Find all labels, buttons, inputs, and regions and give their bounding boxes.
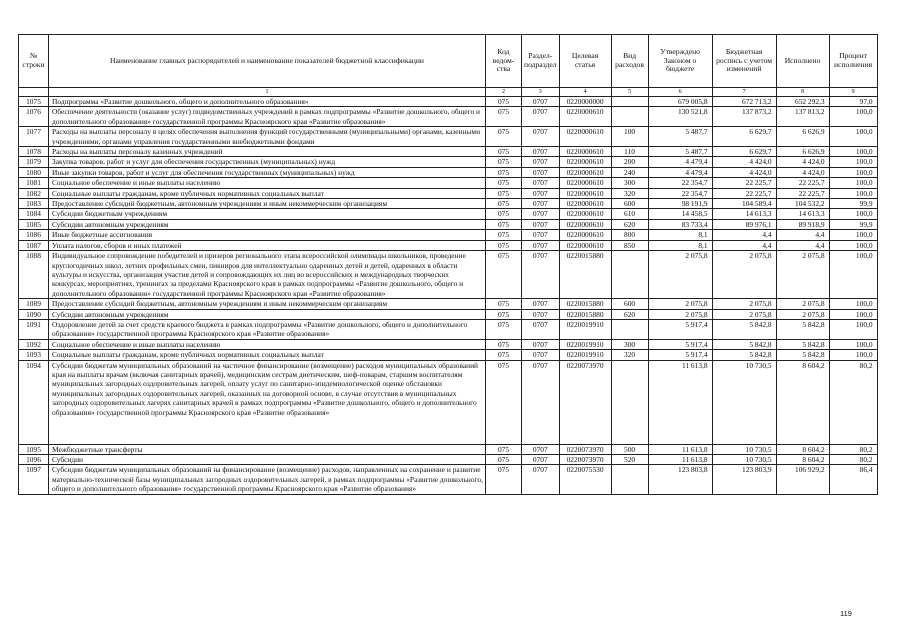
approved-amount: 679 005,8 — [648, 97, 712, 107]
target-item-code: 0220000610 — [559, 230, 611, 240]
column-number: 5 — [611, 88, 648, 97]
executed-amount: 5 842,8 — [776, 319, 829, 339]
table-row — [19, 360, 878, 444]
row-number: 1090 — [19, 309, 49, 319]
department-code: 075 — [486, 251, 522, 299]
execution-percent: 80,2 — [829, 444, 877, 454]
column-number — [19, 88, 49, 97]
target-item-code: 0220019910 — [559, 350, 611, 360]
row-number: 1080 — [19, 167, 49, 177]
column-number: 6 — [648, 88, 712, 97]
header-approved: Утверждено Законом о бюджете — [648, 35, 712, 88]
execution-percent: 97,0 — [829, 97, 877, 107]
column-number: 4 — [559, 88, 611, 97]
execution-percent: 100,0 — [829, 240, 877, 250]
executed-amount: 104 532,2 — [776, 199, 829, 209]
department-code: 075 — [486, 188, 522, 198]
table-row — [19, 299, 878, 309]
row-name: Социальное обеспечение и иные выплаты населению — [49, 178, 486, 188]
executed-amount: 8 604,2 — [776, 444, 829, 454]
executed-amount: 4 424,0 — [776, 167, 829, 177]
table-row — [19, 147, 878, 157]
row-number: 1081 — [19, 178, 49, 188]
execution-percent: 80,2 — [829, 454, 877, 464]
section-code: 0707 — [522, 178, 560, 188]
table-header-row — [19, 35, 878, 88]
row-number: 1086 — [19, 230, 49, 240]
execution-percent: 100,0 — [829, 157, 877, 167]
target-item-code: 0220015880 — [559, 309, 611, 319]
expense-type-code: 520 — [611, 454, 648, 464]
target-item-code: 0220000610 — [559, 157, 611, 167]
target-item-code: 0220000610 — [559, 240, 611, 250]
planned-amount: 10 730,5 — [712, 360, 776, 444]
row-name: Подпрограмма «Развитие дошкольного, общего и дополнительного образования» — [49, 97, 486, 107]
row-name: Субсидии автономным учреждениям — [49, 309, 486, 319]
table-row — [19, 167, 878, 177]
execution-percent: 80,2 — [829, 360, 877, 444]
expense-type-code — [611, 97, 648, 107]
row-name: Предоставление субсидий бюджетным, автономным учреждениям и иным некоммерческим организациям — [49, 299, 486, 309]
column-number: 2 — [486, 88, 522, 97]
execution-percent: 100,0 — [829, 167, 877, 177]
expense-type-code — [611, 251, 648, 299]
department-code: 075 — [486, 178, 522, 188]
executed-amount: 2 075,8 — [776, 251, 829, 299]
expense-type-code: 110 — [611, 147, 648, 157]
planned-amount: 6 629,7 — [712, 127, 776, 147]
row-number: 1082 — [19, 188, 49, 198]
section-code: 0707 — [522, 465, 560, 494]
target-item-code: 0220075530 — [559, 465, 611, 494]
row-name: Социальные выплаты гражданам, кроме публичных нормативных социальных выплат — [49, 188, 486, 198]
row-number: 1088 — [19, 251, 49, 299]
row-number: 1084 — [19, 209, 49, 219]
row-number: 1085 — [19, 219, 49, 229]
execution-percent: 100,0 — [829, 251, 877, 299]
row-name: Субсидии бюджетам муниципальных образований на финансирование (возмещение) расходов, направленных на сохранение и развитие материально-технической базы муниципальных загородных оздоровительных лагерей, в рамках подпрограммы «Развитие дошкольного, общего и дополнительного образования» государственной программы Красноярского края «Развитие образования» — [49, 465, 486, 494]
executed-amount: 4 424,0 — [776, 157, 829, 167]
section-code: 0707 — [522, 360, 560, 444]
row-name: Иные бюджетные ассигнования — [49, 230, 486, 240]
target-item-code: 0220019910 — [559, 319, 611, 339]
target-item-code: 0220000610 — [559, 167, 611, 177]
target-item-code: 0220000610 — [559, 178, 611, 188]
department-code: 075 — [486, 107, 522, 127]
header-planned: Бюджетная роспись с учетом изменений — [712, 35, 776, 88]
expense-type-code: 100 — [611, 127, 648, 147]
executed-amount: 22 225,7 — [776, 188, 829, 198]
executed-amount: 2 075,8 — [776, 309, 829, 319]
column-number: 3 — [522, 88, 560, 97]
execution-percent: 100,0 — [829, 309, 877, 319]
approved-amount: 4 479,4 — [648, 157, 712, 167]
expense-type-code: 800 — [611, 230, 648, 240]
row-name: Социальное обеспечение и иные выплаты населению — [49, 339, 486, 349]
planned-amount: 6 629,7 — [712, 147, 776, 157]
planned-amount: 4 424,0 — [712, 167, 776, 177]
row-name: Уплата налогов, сборов и иных платежей — [49, 240, 486, 250]
executed-amount: 89 918,9 — [776, 219, 829, 229]
header-department-code: Код ведом-ства — [486, 35, 522, 88]
approved-amount: 5 487,7 — [648, 147, 712, 157]
row-number: 1089 — [19, 299, 49, 309]
executed-amount: 106 929,2 — [776, 465, 829, 494]
department-code: 075 — [486, 219, 522, 229]
approved-amount: 130 521,8 — [648, 107, 712, 127]
row-name: Расходы на выплаты персоналу в целях обеспечения выполнения функций государственными (муниципальными) органами, казенными учреждениями, органами управления государственными внебюджетными фондами — [49, 127, 486, 147]
execution-percent: 86,4 — [829, 465, 877, 494]
approved-amount: 2 075,8 — [648, 251, 712, 299]
approved-amount: 11 613,8 — [648, 360, 712, 444]
execution-percent: 100,0 — [829, 209, 877, 219]
department-code: 075 — [486, 350, 522, 360]
execution-percent: 100,0 — [829, 147, 877, 157]
section-code: 0707 — [522, 188, 560, 198]
row-number: 1095 — [19, 444, 49, 454]
table-row — [19, 240, 878, 250]
expense-type-code: 610 — [611, 209, 648, 219]
approved-amount: 22 354,7 — [648, 178, 712, 188]
planned-amount: 22 225,7 — [712, 178, 776, 188]
expense-type-code: 320 — [611, 350, 648, 360]
planned-amount: 2 075,8 — [712, 251, 776, 299]
table-row — [19, 309, 878, 319]
table-body — [19, 97, 878, 495]
planned-amount: 5 842,8 — [712, 319, 776, 339]
row-number: 1087 — [19, 240, 49, 250]
department-code: 075 — [486, 339, 522, 349]
row-number: 1093 — [19, 350, 49, 360]
executed-amount: 4,4 — [776, 230, 829, 240]
execution-percent: 100,0 — [829, 299, 877, 309]
expense-type-code — [611, 319, 648, 339]
planned-amount: 22 225,7 — [712, 188, 776, 198]
execution-percent: 100,0 — [829, 107, 877, 127]
approved-amount: 11 613,8 — [648, 444, 712, 454]
column-number: 9 — [829, 88, 877, 97]
planned-amount: 10 730,5 — [712, 444, 776, 454]
department-code: 075 — [486, 127, 522, 147]
executed-amount: 2 075,8 — [776, 299, 829, 309]
row-name: Иные закупки товаров, работ и услуг для обеспечения государственных (муниципальных) нужд — [49, 167, 486, 177]
approved-amount: 5 487,7 — [648, 127, 712, 147]
department-code: 075 — [486, 454, 522, 464]
department-code: 075 — [486, 319, 522, 339]
page-number: 119 — [840, 609, 852, 618]
column-number: 8 — [776, 88, 829, 97]
department-code: 075 — [486, 97, 522, 107]
expense-type-code — [611, 465, 648, 494]
table-row — [19, 230, 878, 240]
planned-amount: 4 424,0 — [712, 157, 776, 167]
planned-amount: 4,4 — [712, 240, 776, 250]
row-name: Закупка товаров, работ и услуг для обеспечения государственных (муниципальных) нужд — [49, 157, 486, 167]
planned-amount: 123 803,9 — [712, 465, 776, 494]
table-row — [19, 209, 878, 219]
row-name: Субсидии — [49, 454, 486, 464]
row-name: Межбюджетные трансферты — [49, 444, 486, 454]
header-target-item: Целевая статья — [559, 35, 611, 88]
expense-type-code: 500 — [611, 444, 648, 454]
table-row — [19, 157, 878, 167]
approved-amount: 22 354,7 — [648, 188, 712, 198]
table-row — [19, 319, 878, 339]
department-code: 075 — [486, 309, 522, 319]
expense-type-code — [611, 107, 648, 127]
target-item-code: 0220073970 — [559, 454, 611, 464]
target-item-code: 0220000610 — [559, 209, 611, 219]
execution-percent: 100,0 — [829, 350, 877, 360]
executed-amount: 4,4 — [776, 240, 829, 250]
row-number: 1096 — [19, 454, 49, 464]
header-percent: Процент исполнения — [829, 35, 877, 88]
planned-amount: 104 589,4 — [712, 199, 776, 209]
row-number: 1078 — [19, 147, 49, 157]
approved-amount: 5 917,4 — [648, 319, 712, 339]
approved-amount: 5 917,4 — [648, 350, 712, 360]
planned-amount: 14 613,3 — [712, 209, 776, 219]
table-row — [19, 251, 878, 299]
target-item-code: 0220000000 — [559, 97, 611, 107]
target-item-code: 0220000610 — [559, 219, 611, 229]
department-code: 075 — [486, 147, 522, 157]
expense-type-code: 620 — [611, 219, 648, 229]
section-code: 0707 — [522, 199, 560, 209]
section-code: 0707 — [522, 127, 560, 147]
executed-amount: 6 626,9 — [776, 147, 829, 157]
target-item-code: 0220000610 — [559, 127, 611, 147]
expense-type-code: 300 — [611, 178, 648, 188]
row-number: 1097 — [19, 465, 49, 494]
section-code: 0707 — [522, 350, 560, 360]
table-row — [19, 339, 878, 349]
target-item-code: 0220015880 — [559, 251, 611, 299]
executed-amount: 5 842,8 — [776, 339, 829, 349]
expense-type-code: 320 — [611, 188, 648, 198]
approved-amount: 98 191,9 — [648, 199, 712, 209]
approved-amount: 2 075,8 — [648, 299, 712, 309]
row-name: Предоставление субсидий бюджетным, автономным учреждениям и иным некоммерческим организациям — [49, 199, 486, 209]
table-row — [19, 454, 878, 464]
expense-type-code: 600 — [611, 199, 648, 209]
planned-amount: 2 075,8 — [712, 299, 776, 309]
section-code: 0707 — [522, 167, 560, 177]
executed-amount: 137 813,2 — [776, 107, 829, 127]
table-row — [19, 219, 878, 229]
column-number: 1 — [49, 88, 486, 97]
row-name: Оздоровление детей за счет средств краевого бюджета в рамках подпрограммы «Развитие дошкольного, общего и дополнительного образования» государственной программы Красноярского края «Развитие образования» — [49, 319, 486, 339]
table-row — [19, 188, 878, 198]
row-name: Субсидии бюджетам муниципальных образований на частичное финансирование (возмещение) расходов муниципальных образований края на выплаты врачам (включая санитарных врачей), медицинским сестрам диетическим, шеф-поварам, старшим воспитателям муниципальных загородных оздоровительных лагерей, оплату услуг по санитарно-эпидемиологической оценке обстановки муниципальных загородных оздоровительных лагерей, оказанных на договорной основе, в случае отсутствия в муниципальных загородных оздоровительных лагерях санитарных врачей в рамках подпрограммы «Развитие дошкольного, общего и дополнительного образования» государственной программы Красноярского края «Развитие образования» — [49, 360, 486, 444]
planned-amount: 10 730,5 — [712, 454, 776, 464]
target-item-code: 0220019910 — [559, 339, 611, 349]
target-item-code: 0220073970 — [559, 360, 611, 444]
table-row — [19, 107, 878, 127]
header-name: Наименование главных распорядителей и наименование показателей бюджетной классификации — [49, 35, 486, 88]
department-code: 075 — [486, 299, 522, 309]
row-name: Социальные выплаты гражданам, кроме публичных нормативных социальных выплат — [49, 350, 486, 360]
row-number: 1075 — [19, 97, 49, 107]
row-number: 1079 — [19, 157, 49, 167]
execution-percent: 100,0 — [829, 127, 877, 147]
row-number: 1083 — [19, 199, 49, 209]
executed-amount: 6 626,9 — [776, 127, 829, 147]
section-code: 0707 — [522, 97, 560, 107]
executed-amount: 22 225,7 — [776, 178, 829, 188]
execution-percent: 100,0 — [829, 339, 877, 349]
approved-amount: 2 075,8 — [648, 309, 712, 319]
column-number: 7 — [712, 88, 776, 97]
section-code: 0707 — [522, 230, 560, 240]
approved-amount: 4 479,4 — [648, 167, 712, 177]
department-code: 075 — [486, 444, 522, 454]
header-row-number: № строки — [19, 35, 49, 88]
section-code: 0707 — [522, 309, 560, 319]
department-code: 075 — [486, 157, 522, 167]
execution-percent: 99,9 — [829, 219, 877, 229]
approved-amount: 14 458,5 — [648, 209, 712, 219]
planned-amount: 672 713,2 — [712, 97, 776, 107]
table-row — [19, 178, 878, 188]
expense-type-code — [611, 360, 648, 444]
budget-execution-table — [18, 34, 878, 495]
execution-percent: 99,9 — [829, 199, 877, 209]
execution-percent: 100,0 — [829, 319, 877, 339]
expense-type-code: 300 — [611, 339, 648, 349]
expense-type-code: 600 — [611, 299, 648, 309]
expense-type-code: 240 — [611, 167, 648, 177]
department-code: 075 — [486, 240, 522, 250]
planned-amount: 2 075,8 — [712, 309, 776, 319]
section-code: 0707 — [522, 251, 560, 299]
section-code: 0707 — [522, 299, 560, 309]
section-code: 0707 — [522, 107, 560, 127]
expense-type-code: 200 — [611, 157, 648, 167]
row-number: 1094 — [19, 360, 49, 444]
planned-amount: 5 842,8 — [712, 350, 776, 360]
target-item-code: 0220015880 — [559, 299, 611, 309]
planned-amount: 5 842,8 — [712, 339, 776, 349]
executed-amount: 8 604,2 — [776, 360, 829, 444]
execution-percent: 100,0 — [829, 230, 877, 240]
approved-amount: 11 613,8 — [648, 454, 712, 464]
header-executed: Исполнено — [776, 35, 829, 88]
department-code: 075 — [486, 199, 522, 209]
execution-percent: 100,0 — [829, 188, 877, 198]
row-name: Субсидии автономным учреждениям — [49, 219, 486, 229]
approved-amount: 5 917,4 — [648, 339, 712, 349]
department-code: 075 — [486, 465, 522, 494]
department-code: 075 — [486, 209, 522, 219]
row-name: Субсидии бюджетным учреждениям — [49, 209, 486, 219]
header-expense-type: Вид расходов — [611, 35, 648, 88]
section-code: 0707 — [522, 240, 560, 250]
executed-amount: 14 613,3 — [776, 209, 829, 219]
target-item-code: 0220000610 — [559, 188, 611, 198]
department-code: 075 — [486, 230, 522, 240]
row-number: 1077 — [19, 127, 49, 147]
executed-amount: 652 292,3 — [776, 97, 829, 107]
planned-amount: 137 873,2 — [712, 107, 776, 127]
budget-report-page — [18, 34, 878, 495]
approved-amount: 8,1 — [648, 240, 712, 250]
table-row — [19, 444, 878, 454]
approved-amount: 123 803,8 — [648, 465, 712, 494]
row-number: 1091 — [19, 319, 49, 339]
row-name: Индивидуальное сопровождение победителей и призеров регионального этапа всероссийской олимпиады школьников, проведение круглогодичных школ, летних профильных смен, пикниров для интеллектуально одаренных детей и детей, одаренных в области культуры и искусства, организация участия детей и сопровождающих их лиц во всероссийских и международных творческих конкурсах, мероприятиях, тренингах за пределами Красноярского края в рамках подпрограммы «Развитие дошкольного, общего и дополнительного образования» государственной программы Красноярского края «Развитие образования» — [49, 251, 486, 299]
table-row — [19, 465, 878, 494]
section-code: 0707 — [522, 454, 560, 464]
target-item-code: 0220000610 — [559, 199, 611, 209]
row-name: Обеспечение деятельности (оказание услуг) подведомственных учреждений в рамках подпрограммы «Развитие дошкольного, общего и дополнительного образования» государственной программы Красноярского края «Развитие образования» — [49, 107, 486, 127]
row-name: Расходы на выплаты персоналу казенных учреждений — [49, 147, 486, 157]
table-row — [19, 97, 878, 107]
header-section: Раздел-подраздел — [522, 35, 560, 88]
approved-amount: 83 733,4 — [648, 219, 712, 229]
table-row — [19, 127, 878, 147]
department-code: 075 — [486, 360, 522, 444]
section-code: 0707 — [522, 147, 560, 157]
row-number: 1076 — [19, 107, 49, 127]
approved-amount: 8,1 — [648, 230, 712, 240]
execution-percent: 100,0 — [829, 178, 877, 188]
table-row — [19, 350, 878, 360]
section-code: 0707 — [522, 339, 560, 349]
expense-type-code: 850 — [611, 240, 648, 250]
column-number-row — [19, 88, 878, 97]
target-item-code: 0220000610 — [559, 107, 611, 127]
section-code: 0707 — [522, 219, 560, 229]
table-row — [19, 199, 878, 209]
section-code: 0707 — [522, 444, 560, 454]
expense-type-code: 620 — [611, 309, 648, 319]
planned-amount: 4,4 — [712, 230, 776, 240]
executed-amount: 5 842,8 — [776, 350, 829, 360]
executed-amount: 8 604,2 — [776, 454, 829, 464]
target-item-code: 0220073970 — [559, 444, 611, 454]
section-code: 0707 — [522, 319, 560, 339]
section-code: 0707 — [522, 157, 560, 167]
target-item-code: 0220000610 — [559, 147, 611, 157]
department-code: 075 — [486, 167, 522, 177]
planned-amount: 89 976,1 — [712, 219, 776, 229]
section-code: 0707 — [522, 209, 560, 219]
row-number: 1092 — [19, 339, 49, 349]
